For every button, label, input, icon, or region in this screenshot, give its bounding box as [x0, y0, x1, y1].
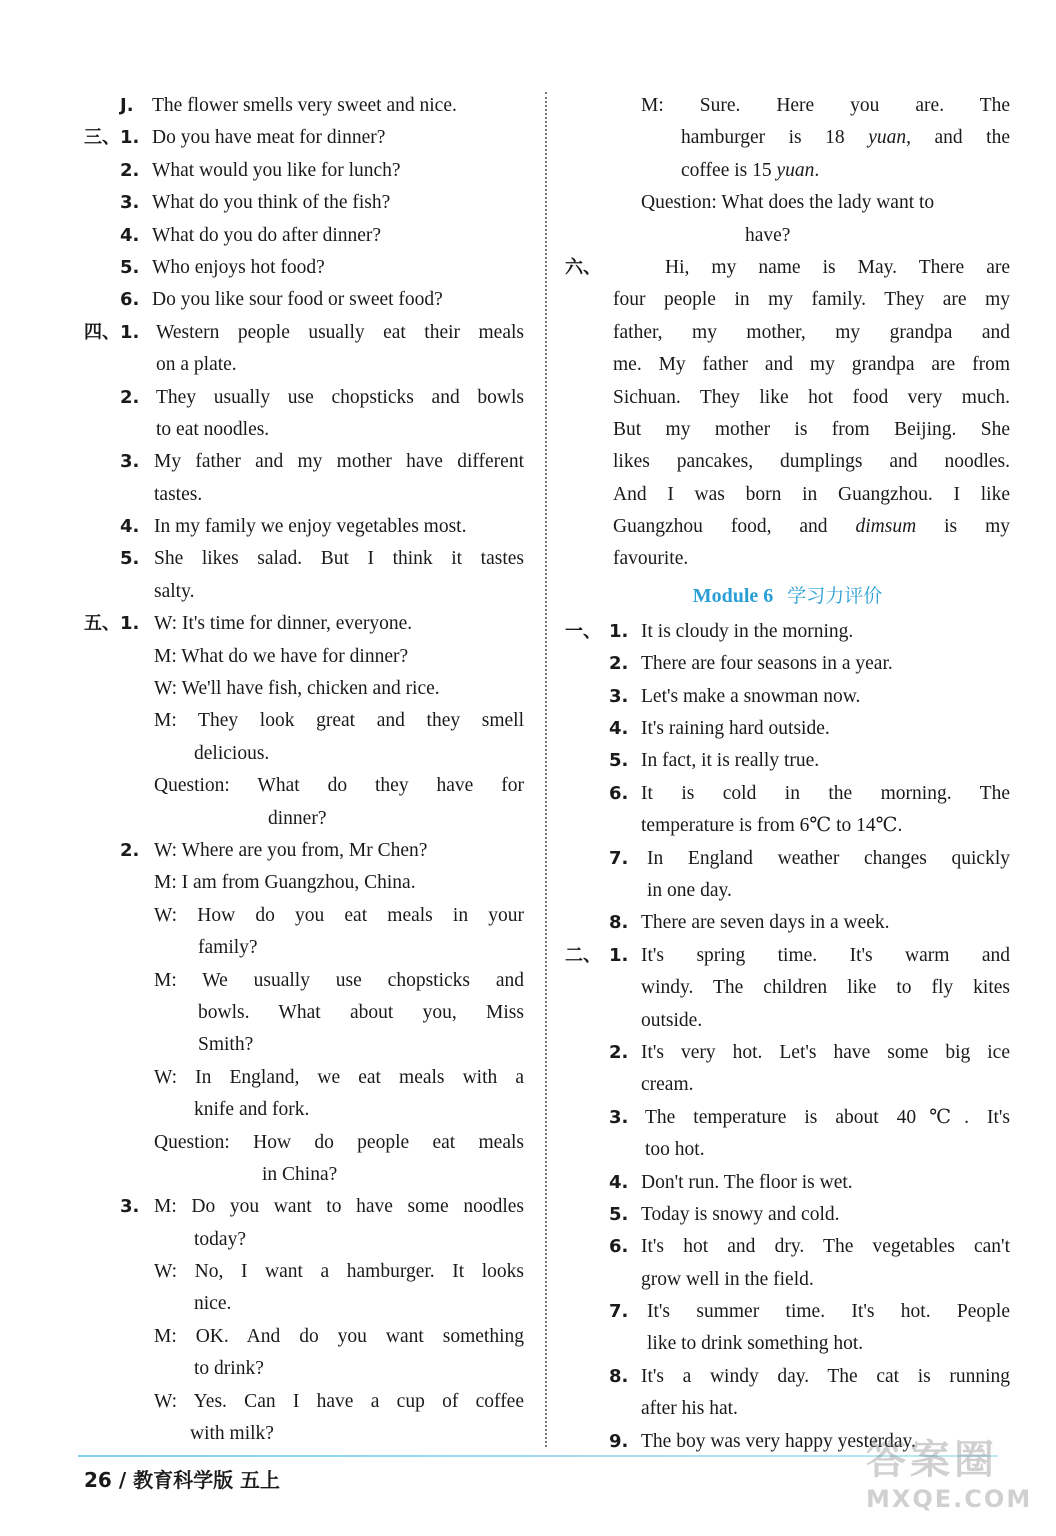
- dialogue-line: M: What do we have for dinner?: [154, 645, 409, 667]
- question-line: Question: What do they have for: [154, 775, 524, 797]
- item-text: She likes salad. But I think it tastes: [154, 548, 524, 570]
- dialogue-line: M: I am from Guangzhou, China.: [154, 872, 416, 894]
- dialogue-line: coffee is 15 yuan.: [681, 159, 820, 181]
- dialogue-line: M: OK. And do you want something: [154, 1325, 524, 1347]
- module-title: Module 6: [692, 584, 774, 607]
- module-section-1: [565, 616, 1010, 940]
- item-number: 6.: [609, 1236, 629, 1258]
- question-line: have?: [745, 224, 791, 246]
- dialogue-line: W: How do you eat meals in your: [154, 904, 524, 926]
- dialogue-continued: [565, 90, 1010, 252]
- passage-line: Guangzhou food, and dimsum is my: [613, 516, 1010, 538]
- item-text: The boy was very happy yesterday.: [641, 1430, 916, 1452]
- passage-line: favourite.: [613, 548, 689, 570]
- passage-line: likes pancakes, dumplings and noodles.: [613, 451, 1010, 473]
- dialogue-line: nice.: [194, 1293, 232, 1315]
- left-column: [84, 90, 524, 1450]
- item-text: temperature is from 6℃ to 14℃.: [641, 815, 903, 837]
- item-number: 8.: [609, 1365, 629, 1387]
- item-number: 3.: [120, 1196, 140, 1218]
- footer-separator: /: [118, 1468, 127, 1492]
- item-number: 2.: [609, 653, 629, 675]
- item-number: 1.: [120, 613, 140, 635]
- item-text: The temperature is about 40℃. It's: [645, 1106, 1010, 1128]
- item-number: 8.: [609, 912, 629, 934]
- dialogue-line: today?: [194, 1228, 246, 1250]
- passage-line: And I was born in Guangzhou. I like: [613, 483, 1010, 505]
- footer-edition: 教育科学版 五上: [133, 1468, 281, 1492]
- item-text: Who enjoys hot food?: [152, 256, 325, 278]
- item-number: 2.: [120, 839, 140, 861]
- dialogue-line: M: Do you want to have some noodles: [154, 1196, 524, 1218]
- item-number: 5.: [609, 1203, 629, 1225]
- question-line: in China?: [262, 1163, 338, 1185]
- item-text: in one day.: [647, 879, 732, 901]
- dialogue-line: W: In England, we eat meals with a: [154, 1066, 524, 1088]
- item-text: Let's make a snowman now.: [641, 685, 861, 707]
- item-number: 3.: [120, 192, 140, 214]
- dialogue-line: M: They look great and they smell: [154, 710, 524, 732]
- item-text: What do you think of the fish?: [152, 192, 391, 214]
- section-5: [84, 608, 524, 1450]
- section-label: 二、: [565, 944, 601, 966]
- dialogue-line: hamburger is 18 yuan, and the: [681, 127, 1010, 149]
- item-text: What do you do after dinner?: [152, 224, 382, 246]
- module-subtitle: 学习力评价: [787, 584, 883, 607]
- passage-line: Sichuan. They like hot food very much.: [613, 386, 1010, 408]
- item-number: 4.: [609, 718, 629, 740]
- question-line: Question: What does the lady want to: [641, 192, 935, 214]
- item-number: 4.: [120, 224, 140, 246]
- item-number: 2.: [120, 386, 140, 408]
- passage-line: me. My father and my grandpa are from: [613, 354, 1010, 376]
- section-label: 五、: [84, 613, 120, 635]
- dialogue-line: M: Sure. Here you are. The: [641, 95, 1010, 116]
- item-text: What would you like for lunch?: [152, 159, 401, 181]
- item-text: Western people usually eat their meals: [156, 321, 524, 343]
- item-text: In fact, it is really true.: [641, 750, 820, 772]
- footer-rule: [78, 1455, 998, 1457]
- dialogue-line: W: It's time for dinner, everyone.: [154, 613, 413, 635]
- item-number: 7.: [609, 1301, 629, 1323]
- item-text: There are seven days in a week.: [641, 912, 890, 934]
- dialogue-line: W: Where are you from, Mr Chen?: [154, 839, 428, 861]
- item-number: 1.: [609, 620, 629, 642]
- item-number: 5.: [120, 256, 140, 278]
- dialogue-line: W: We'll have fish, chicken and rice.: [154, 678, 440, 700]
- item-text: windy. The children like to fly kites: [641, 977, 1010, 999]
- item-number: 2.: [120, 159, 140, 181]
- item-text: It's raining hard outside.: [641, 718, 830, 740]
- item-text: salty.: [154, 580, 195, 602]
- dialogue-line: W: No, I want a hamburger. It looks: [154, 1261, 524, 1283]
- item-text: It is cold in the morning. The: [641, 782, 1010, 804]
- item-text: In England weather changes quickly: [647, 847, 1010, 869]
- section-label: 一、: [565, 620, 601, 642]
- item-number: 1.: [120, 321, 140, 343]
- item-number: 4.: [120, 516, 140, 538]
- item-text: It's a windy day. The cat is running: [641, 1365, 1010, 1387]
- dialogue-line: bowls. What about you, Miss: [198, 1001, 524, 1023]
- item-text: They usually use chopsticks and bowls: [156, 386, 524, 408]
- item-text: My father and my mother have different: [154, 451, 524, 473]
- page-footer: [84, 1462, 280, 1498]
- item-text: Do you have meat for dinner?: [152, 127, 386, 149]
- dialogue-line: with milk?: [190, 1423, 274, 1445]
- section-label: 三、: [84, 127, 120, 149]
- item-text: tastes.: [154, 483, 203, 505]
- item-number: 2.: [609, 1041, 629, 1063]
- module-section-2: [565, 940, 1010, 1458]
- item-number: 1.: [609, 944, 629, 966]
- watermark-logo: [866, 1428, 1036, 1524]
- item-text: grow well in the field.: [641, 1268, 814, 1290]
- item-text: too hot.: [645, 1139, 705, 1161]
- watermark-url: MXQE.COM: [866, 1485, 1033, 1513]
- item-text: It's hot and dry. The vegetables can't: [641, 1236, 1010, 1258]
- item-number: 1.: [120, 127, 140, 149]
- item-number: 3.: [609, 1106, 629, 1128]
- dialogue-line: to drink?: [194, 1358, 264, 1380]
- item-number: 9.: [609, 1430, 629, 1452]
- item-text: It's summer time. It's hot. People: [647, 1301, 1010, 1323]
- item-text: after his hat.: [641, 1398, 738, 1420]
- item-text: cream.: [641, 1074, 694, 1096]
- item-text: Today is snowy and cold.: [641, 1203, 840, 1225]
- module-heading: [565, 576, 1010, 616]
- item-number: 3.: [609, 685, 629, 707]
- section-3: [84, 122, 524, 316]
- item-text: It's very hot. Let's have some big ice: [641, 1041, 1010, 1063]
- passage-line: father, my mother, my grandpa and: [613, 321, 1010, 343]
- answer-line: [84, 90, 524, 122]
- item-number: 4.: [609, 1171, 629, 1193]
- question-line: Question: How do people eat meals: [154, 1131, 524, 1153]
- section-label: 六、: [565, 256, 601, 278]
- dialogue-line: delicious.: [194, 742, 270, 764]
- question-line: dinner?: [268, 807, 327, 829]
- item-text: Do you like sour food or sweet food?: [152, 289, 443, 311]
- item-number: 6.: [609, 782, 629, 804]
- dialogue-line: knife and fork.: [194, 1099, 310, 1121]
- dialogue-line: Smith?: [198, 1034, 254, 1056]
- passage-line: four people in my family. They are my: [613, 289, 1010, 311]
- item-number: 5.: [609, 750, 629, 772]
- column-divider: [545, 92, 547, 1447]
- item-number: 5.: [120, 548, 140, 570]
- passage-line: Hi, my name is May. There are: [665, 256, 1010, 278]
- item-text: outside.: [641, 1009, 703, 1031]
- section-label: 四、: [84, 321, 120, 343]
- section-4: [84, 317, 524, 609]
- item-text: on a plate.: [156, 354, 237, 376]
- item-text: It is cloudy in the morning.: [641, 620, 854, 642]
- item-text: In my family we enjoy vegetables most.: [154, 516, 467, 538]
- item-text: It's spring time. It's warm and: [641, 944, 1010, 966]
- section-6: [565, 252, 1010, 576]
- item-text: Don't run. The floor is wet.: [641, 1171, 853, 1193]
- dialogue-line: family?: [198, 937, 258, 959]
- item-text: to eat noodles.: [156, 418, 270, 440]
- page-number: 26: [84, 1468, 112, 1492]
- dialogue-line: W: Yes. Can I have a cup of coffee: [154, 1390, 524, 1412]
- watermark-text: 答案圈: [866, 1437, 998, 1483]
- dialogue-line: M: We usually use chopsticks and: [154, 969, 524, 991]
- item-number: 7.: [609, 847, 629, 869]
- item-text: The flower smells very sweet and nice.: [152, 95, 457, 116]
- item-number: 6.: [120, 289, 140, 311]
- passage-line: But my mother is from Beijing. She: [613, 418, 1010, 440]
- right-column: [565, 90, 1010, 1458]
- item-text: like to drink something hot.: [647, 1333, 864, 1355]
- item-text: There are four seasons in a year.: [641, 653, 893, 675]
- item-number: J.: [120, 95, 134, 116]
- item-number: 3.: [120, 451, 140, 473]
